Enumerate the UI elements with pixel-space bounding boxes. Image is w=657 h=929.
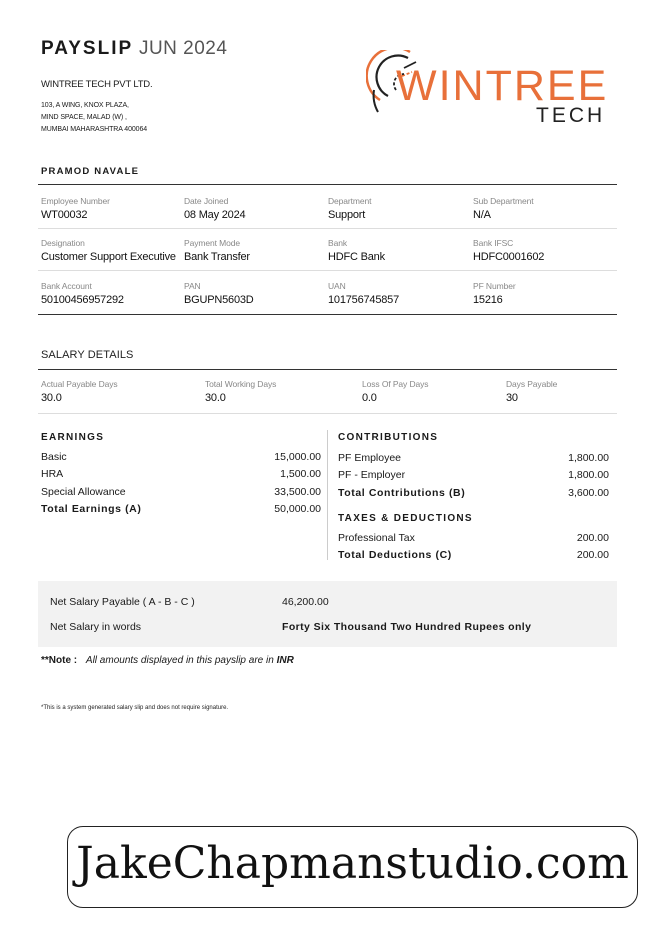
field-label: Date Joined: [184, 196, 229, 206]
logo-main-text: WINTREE: [396, 62, 609, 110]
watermark-text: JakeChapmanstudio.com: [76, 838, 629, 889]
days-actual-payable: [41, 379, 118, 404]
payslip-month: JUN 2024: [138, 38, 228, 59]
field-value: 08 May 2024: [184, 209, 246, 221]
contribution-amount: 1,800.00: [568, 469, 609, 481]
field-value: HDFC Bank: [328, 251, 385, 263]
field-label: Days Payable: [506, 379, 558, 389]
address-line: 103, A WING, KNOX PLAZA,: [41, 102, 129, 109]
field-value: N/A: [473, 209, 491, 221]
field-label: Department: [328, 196, 372, 206]
contribution-label: PF Employee: [338, 452, 402, 464]
field-label: Designation: [41, 238, 85, 248]
payslip-label: PAYSLIP: [41, 38, 134, 59]
deductions-title: TAXES & DEDUCTIONS: [338, 513, 473, 524]
field-label: Bank: [328, 238, 347, 248]
field-value: 30.0: [41, 392, 62, 404]
days-loss-of-pay: [362, 379, 428, 404]
field-label: UAN: [328, 281, 346, 291]
field-bank-ifsc: [473, 238, 544, 263]
earning-label: Basic: [41, 451, 67, 463]
deduction-amount: 200.00: [576, 532, 609, 544]
divider: [38, 184, 617, 185]
field-value: 101756745857: [328, 294, 400, 306]
field-label: Total Working Days: [205, 379, 277, 389]
contributions-title: CONTRIBUTIONS: [338, 432, 439, 443]
field-label: Sub Department: [473, 196, 534, 206]
employee-name: PRAMOD NAVALE: [41, 166, 140, 177]
field-value: 0.0: [362, 392, 377, 404]
earning-amount: 1,500.00: [280, 468, 321, 480]
column-divider: [327, 430, 328, 560]
total-earnings-amount: 50,000.00: [274, 503, 321, 515]
field-value: Customer Support Executive: [41, 251, 176, 263]
field-label: PAN: [184, 281, 201, 291]
net-salary-panel: [38, 581, 617, 647]
field-label: Bank Account: [41, 281, 92, 291]
field-department: [328, 196, 371, 221]
days-payable: [506, 379, 557, 404]
contribution-label: PF - Employer: [338, 469, 406, 481]
earning-amount: 33,500.00: [274, 486, 321, 498]
total-deductions-label: Total Deductions (C): [338, 549, 452, 561]
field-label: Bank IFSC: [473, 238, 514, 248]
field-value: 30: [506, 392, 518, 404]
logo-sub-text: TECH: [536, 104, 606, 126]
field-designation: [41, 238, 176, 263]
net-words-value: Forty Six Thousand Two Hundred Rupees only: [282, 621, 532, 633]
field-uan: [328, 281, 399, 306]
field-value: 30.0: [205, 392, 226, 404]
note-key: **Note :: [41, 655, 78, 666]
payslip-title: [41, 38, 227, 60]
earning-label: Special Allowance: [41, 486, 126, 498]
field-label: Loss Of Pay Days: [362, 379, 429, 389]
divider: [38, 270, 617, 271]
divider: [38, 314, 617, 315]
salary-details-title: SALARY DETAILS: [41, 349, 134, 361]
field-date-joined: [184, 196, 245, 221]
divider: [38, 413, 617, 414]
total-deductions-amount: 200.00: [576, 549, 609, 561]
address-line: MUMBAI MAHARASHTRA 400064: [41, 126, 148, 133]
field-value: Bank Transfer: [184, 251, 250, 263]
earning-amount: 15,000.00: [274, 451, 321, 463]
address-line: MIND SPACE, MALAD (W) ,: [41, 114, 127, 121]
field-pan: [184, 281, 254, 306]
field-label: Actual Payable Days: [41, 379, 118, 389]
divider: [38, 228, 617, 229]
field-value: 15216: [473, 294, 503, 306]
field-value: Support: [328, 209, 366, 221]
watermark-banner: [67, 826, 638, 908]
earnings-title: EARNINGS: [41, 432, 105, 443]
note-currency: INR: [276, 655, 294, 666]
field-bank: [328, 238, 385, 263]
net-words-label: Net Salary in words: [50, 621, 142, 633]
field-pf-number: [473, 281, 516, 306]
field-value: 50100456957292: [41, 294, 124, 306]
currency-note: [41, 655, 294, 666]
days-total-working: [205, 379, 276, 404]
net-payable-label: Net Salary Payable ( A - B - C ): [50, 596, 195, 608]
field-value: HDFC0001602: [473, 251, 545, 263]
deduction-label: Professional Tax: [338, 532, 415, 544]
field-bank-account: [41, 281, 124, 306]
company-name: WINTREE TECH PVT LTD.: [41, 79, 153, 90]
total-contributions-label: Total Contributions (B): [338, 487, 466, 499]
field-sub-department: [473, 196, 534, 221]
field-payment-mode: [184, 238, 250, 263]
field-value: BGUPN5603D: [184, 294, 254, 306]
total-contributions-amount: 3,600.00: [568, 487, 609, 499]
field-label: Employee Number: [41, 196, 110, 206]
field-label: PF Number: [473, 281, 516, 291]
divider: [38, 369, 617, 370]
field-employee-number: [41, 196, 110, 221]
field-label: Payment Mode: [184, 238, 240, 248]
system-generated-note: *This is a system generated salary slip and does not require signature.: [41, 705, 229, 711]
total-earnings-label: Total Earnings (A): [41, 503, 142, 515]
field-value: WT00032: [41, 209, 88, 221]
net-payable-value: 46,200.00: [282, 596, 329, 608]
contribution-amount: 1,800.00: [568, 452, 609, 464]
company-address: [41, 100, 147, 136]
note-text: All amounts displayed in this payslip are in: [85, 655, 274, 666]
earning-label: HRA: [41, 468, 64, 480]
company-logo: [366, 50, 616, 126]
